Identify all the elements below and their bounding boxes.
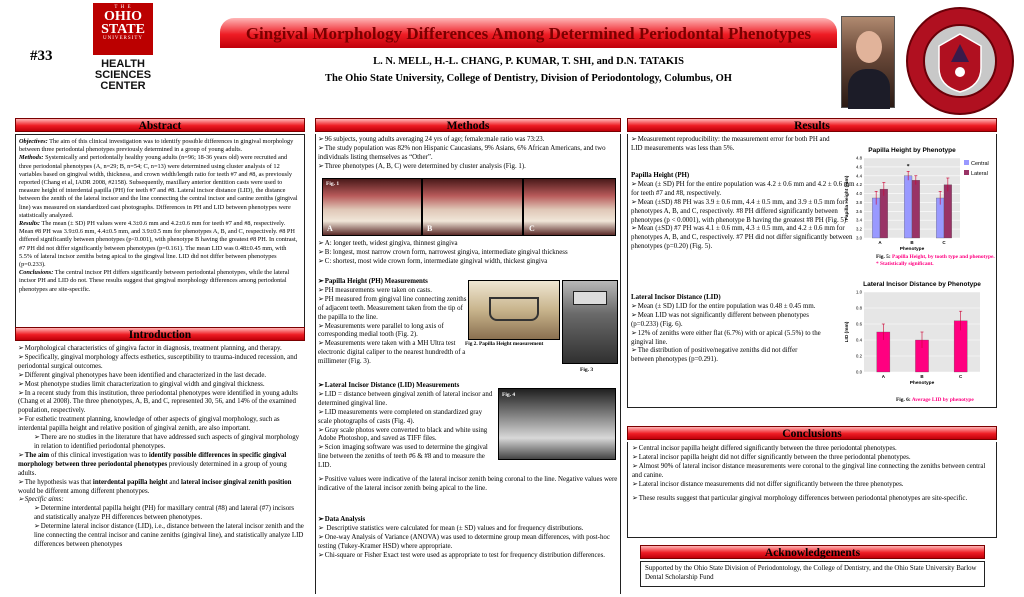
bar	[904, 176, 912, 238]
fig5-note: * Statistically significant.	[876, 260, 934, 267]
x-tick-label: A	[878, 240, 882, 245]
y-tick-label: 0.2	[856, 353, 862, 359]
ph-item: ➢ Measurements were taken with a MH Ultra test electronic digital caliper to the nearest hundredth of a millimeter (Fig. 3).	[318, 340, 468, 367]
acknowledgements-text: Supported by the Ohio State Division of Periodontology, the College of Dentistry, and the Ohio State University Barlow Dental Scholarship Fund	[645, 565, 977, 581]
intro-item: ➢ Morphological characteristics of gingiva factor in diagnosis, treatment planning, and therapy.	[18, 345, 304, 354]
chart-title: Lateral Incisor Distance by Phenotype	[863, 281, 981, 288]
results-ph-item: ➢ Mean (±SD) #8 PH was 3.9 ± 0.6 mm, 4.4 ± 0.5 mm, and 3.9 ± 0.5 mm for phenotypes A, B, and C, respectively. #8 PH differed significantly between phenotypes (p < 0.0001), with phenotype B having the greatest #8 PH (Fig. 5).	[631, 199, 863, 226]
papilla-height-chart	[840, 144, 996, 260]
phenotype-desc: ➢ C: shortest, most wide crown form, intermediate gingival width, thickest gingiva	[318, 258, 618, 267]
results-label: Results:	[19, 220, 40, 228]
legend-label: Lateral	[971, 171, 988, 177]
results-ph-item: ➢ Mean (± SD) PH for the entire population was 4.2 ± 0.6 mm and 4.2 ± 0.6 mm for teeth #7 and #8, respectively.	[631, 181, 863, 199]
legend-label: Central	[971, 161, 989, 167]
logo-sciences: SCIENCES	[94, 69, 152, 81]
fig1-photo	[322, 178, 616, 236]
y-tick-label: 4.8	[856, 155, 862, 161]
aim-bold: identify possible differences in specific gingival morphology between	[18, 451, 287, 468]
osu-logo	[93, 3, 153, 103]
conclusions-heading: Conclusions	[627, 426, 997, 440]
y-tick-label: 0.0	[856, 369, 862, 375]
affiliation: The Ohio State University, College of Dentistry, Division of Periodontology, Columbus, OH	[325, 73, 732, 84]
data-analysis-item: ➢ One-way Analysis of Variance (ANOVA) was used to determine group mean differences, with post-hoc testing (Tukey-Kramer HSD) where appropriate.	[318, 534, 618, 552]
bar	[880, 189, 888, 238]
reproducibility-item: ➢ Measurement reproducibility: the measurement error for both PH and LID measurements was less than 5%.	[631, 136, 841, 154]
author-photo	[841, 16, 895, 108]
methods-item: ➢ 96 subjects, young adults averaging 24 yrs of age; female:male ratio was 73:23.	[318, 136, 618, 145]
aim-bold2: three	[79, 460, 99, 468]
abstract-heading: Abstract	[15, 118, 305, 132]
bar	[944, 185, 952, 238]
ph-item: ➢ PH measured from gingival line connecting zeniths of adjacent teeth. Measurement taken from the tip of the papilla to the line.	[318, 296, 468, 323]
ph-heading: ➢ Papilla Height (PH) Measurements	[318, 278, 468, 287]
results-ph-heading: Papilla Height (PH)	[631, 172, 690, 179]
specific-aims-label: ➢ Specific aims:	[18, 496, 304, 505]
fig2-label: Fig 2. Papilla Height measurement	[465, 341, 544, 347]
legend-swatch	[964, 160, 969, 165]
conclusion-item: ➢ Central incisor papilla height differed significantly between the three periodontal phenotypes.	[632, 445, 992, 454]
y-tick-label: 3.4	[856, 217, 862, 223]
conclusions-text: The central incisor PH differs significantly between periodontal phenotypes, while the lateral incisor PH and LID do not. These results suggest that gingival morphology differences among periodontal phenotypes are site-specific.	[19, 269, 290, 293]
conclusion-item: ➢ Lateral incisor papilla height did not differ significantly between the three periodontal phenotypes.	[632, 454, 992, 463]
conclusions-label: Conclusions:	[19, 269, 54, 277]
poster-title: Gingival Morphology Differences Among Determined Periodontal Phenotypes	[245, 24, 812, 43]
y-tick-label: 4.2	[856, 182, 862, 188]
fig1-letter-b: B	[427, 224, 433, 233]
fig5-caption	[876, 254, 996, 267]
y-tick-label: 3.8	[856, 199, 862, 205]
methods-label: Methods:	[19, 154, 44, 162]
results-lid-heading: Lateral Incisor Distance (LID)	[631, 294, 721, 301]
methods-heading: Methods	[315, 118, 621, 132]
bar	[912, 180, 920, 238]
fig2-photo	[468, 280, 560, 340]
fig3-label: Fig. 3	[580, 367, 594, 373]
x-tick-label: A	[881, 374, 885, 379]
methods-text: Systemically and periodontally healthy young adults (n=96; 18-36 years old) were recruited and three periodontal phenotypes (A, n=29; B, n=54; C, n=13) were determined using cluster analysis of 12 variables based on gingival width, thickness, and crown width/length ratio for teeth #7 and #8, as previously reported (Chang et al, IADR 2008, #2158). Subsequently, maxillary anterior dentition casts were used to measure height of interdental papilla (PH) for teeth #7 and #8. Lateral incisor distance (LID), the distance between the zenith of the lateral incisor and the line connecting the central incisor and canine zeniths (gingival line) was measured on standardized cast photographs. Differences in PH and LID between phenotypes were statistically analyzed.	[19, 154, 298, 219]
objectives-label: Objectives:	[19, 138, 48, 145]
y-tick-label: 0.6	[856, 321, 862, 327]
logo-block	[93, 3, 153, 55]
phenotype-desc: ➢ B: longest, most narrow crown form, narrowest gingiva, intermediate gingival thickness	[318, 249, 618, 258]
lid-chart	[840, 278, 996, 396]
intro-item: ➢ In a recent study from this institution, three periodontal phenotypes were identified in young adults (Chang et al 2008). The three phenotypes, A, B, and C, represented 30, 56, and 14% of the examined population, respectively.	[18, 390, 304, 417]
significance-asterisk: *	[906, 164, 910, 171]
fig5-caption-pre: Fig. 5:	[876, 254, 893, 260]
y-tick-label: 1.0	[856, 289, 862, 295]
hyp-post: would be different among different phenotypes.	[18, 487, 150, 495]
poster-number: #33	[30, 48, 53, 64]
data-analysis-item: ➢ Descriptive statistics were calculated for mean (± SD) values and for frequency distributions.	[318, 525, 618, 534]
intro-item: ➢ Most phenotype studies limit characterization to gingival width and gingival thickness.	[18, 381, 304, 390]
acknowledgements-heading: Acknowledgements	[640, 545, 985, 559]
conclusion-item: ➢ These results suggest that particular gingival morphology differences between periodontal phenotypes are site-specific.	[632, 495, 992, 504]
y-tick-label: 4.0	[856, 191, 862, 197]
intro-item: ➢ For esthetic treatment planning, knowledge of other aspects of gingival morphology, such as interdental papilla height and relative position of gingival zenith, are also important.	[18, 416, 304, 434]
hyp-pre: The hypothesis was that	[24, 478, 93, 486]
x-tick-label: C	[942, 240, 946, 245]
results-box	[627, 134, 997, 408]
intro-aim	[18, 452, 304, 479]
methods-item: ➢ Three phenotypes (A, B, C) were determined by cluster analysis (Fig. 1).	[318, 163, 618, 172]
hyp-bold2: lateral incisor gingival zenith position	[181, 478, 292, 486]
fig4-label: Fig. 4	[502, 392, 516, 398]
logo-ohio: OHIO	[103, 9, 143, 24]
x-tick-label: C	[959, 374, 963, 379]
fig1-letter-a: A	[327, 224, 333, 233]
logo-university: UNIVERSITY	[103, 36, 143, 41]
y-tick-label: 3.0	[856, 235, 862, 241]
intro-hypothesis	[18, 479, 304, 497]
fig6-caption	[896, 396, 996, 405]
y-tick-label: 0.8	[856, 305, 862, 311]
fig3-photo	[562, 280, 618, 364]
results-text: The mean (± SD) PH values were 4.3±0.6 mm and 4.2±0.6 mm for teeth #7 and #8, respectively. Mean #8 PH was 3.9±0.6 mm, 4.4±0.5 mm, and 3.9±0.5 mm for phenotypes A, B, and C, respectively. #8 PH differed significantly between phenotypes (p<0.001), with phenotype B having the greatest #8 PH. In contrast, #7 PH did not differ significantly between phenotypes (p=0.161). The mean LID was 0.48±0.45 mm, with 5.5% of lateral incisor zeniths being apical to the gingival line. LID did not differ between phenotypes (p=0.233).	[19, 220, 298, 269]
fig1-label: Fig. 1	[326, 181, 340, 187]
x-axis-label: Phenotype	[899, 247, 925, 252]
y-tick-label: 0.4	[856, 337, 862, 343]
fig5-caption-text: Papilla Height, by tooth type and phenotype.	[892, 254, 995, 260]
aim-post: previously determined in a group of young adults.	[18, 460, 287, 477]
hyp-and: and	[167, 478, 181, 486]
results-lid-item: ➢ 12% of zeniths were either flat (6.7%) with or apical (5.5%) to the gingival line.	[631, 330, 821, 348]
conclusion-item: ➢ Almost 90% of lateral incisor distance measurements were coronal to the gingival line connecting the zeniths between central and canine.	[632, 463, 992, 481]
introduction-box	[15, 343, 307, 593]
conclusions-box	[627, 442, 997, 538]
fig6-caption-pre: Fig. 6:	[896, 397, 912, 403]
results-lid-item: ➢ The distribution of positive/negative zeniths did not differ between phenotypes (p=0.291).	[631, 347, 821, 365]
intro-sub-item: ➢ There are no studies in the literature that have addressed such aspects of gingival morphology in relation to identified periodontal phenotypes.	[18, 434, 304, 452]
y-tick-label: 4.4	[856, 173, 862, 179]
lid-item: ➢ LID = distance between gingival zenith of lateral incisor and determined gingival line.	[318, 391, 496, 409]
y-axis-label: LID (mm)	[845, 321, 850, 343]
legend-swatch	[964, 170, 969, 175]
hyp-bold1: interdental papilla height	[92, 478, 168, 486]
logo-center: CENTER	[100, 80, 146, 92]
fig1-letter-c: C	[529, 224, 535, 233]
objectives-text: The aim of this clinical investigation was to identify possible differences in gingival morphology between three periodontal phenotypes previously determined in a group of young adults.	[19, 138, 294, 154]
results-lid-item: ➢ Mean (± SD) LID for the entire population was 0.48 ± 0.45 mm.	[631, 303, 821, 312]
lid-heading: ➢ Lateral Incisor Distance (LID) Measurements	[318, 382, 496, 391]
specific-aim: ➢ Determine lateral incisor distance (LID), i.e., distance between the lateral incisor zenith and the line connecting the central incisor and canine zeniths (gingival line), and statistically analyze LID differences between phenotypes	[18, 523, 304, 550]
x-tick-label: B	[920, 374, 924, 379]
fig6-caption-text: Average LID by phenotype	[911, 397, 974, 403]
intro-item: ➢ Specifically, gingival morphology affects esthetics, susceptibility to trauma-induced recession, and periodontal surgical outcomes.	[18, 354, 304, 372]
fig4-photo	[498, 388, 616, 460]
lid-item: ➢ Positive values were indicative of the lateral incisor zenith being coronal to the line. Negative values were indicative of the lateral incisor zenith being apical to the line.	[318, 476, 618, 494]
ph-item: ➢ Measurements were parallel to long axis of corresponding medial tooth (Fig. 2).	[318, 323, 468, 341]
methods-item: ➢ The study population was 82% non Hispanic Caucasians, 9% Asians, 6% African Americans, and two individuals listing themselves as “Other”.	[318, 145, 618, 163]
ph-item: ➢ PH measurements were taken on casts.	[318, 287, 468, 296]
aim-pre: The aim	[24, 451, 50, 459]
dentistry-seal-icon	[905, 6, 1015, 116]
results-lid-item: ➢ Mean LID was not significantly different between phenotypes (p=0.233) (Fig. 6).	[631, 312, 821, 330]
aim-mid: of this clinical investigation was to	[49, 451, 149, 459]
y-tick-label: 3.2	[856, 226, 862, 232]
conclusion-item: ➢ Lateral incisor distance measurements did not differ significantly between the three phenotypes.	[632, 481, 992, 490]
logo-health: HEALTH	[101, 58, 145, 70]
lid-item: ➢ Scion imaging software was used to determine the gingival line between the zeniths of teeth #6 & #8 and to measure the LID.	[318, 444, 496, 471]
logo-the: T H E	[114, 5, 132, 10]
results-ph-item: ➢ Mean (±SD) #7 PH was 4.1 ± 0.6 mm, 4.3 ± 0.5 mm, and 4.2 ± 0.6 mm for phenotypes A, B, and C, respectively. #7 PH did not differ significantly between phenotypes (p=0.20) (Fig. 5).	[631, 225, 863, 252]
logo-state: STATE	[101, 22, 145, 37]
y-tick-label: 3.6	[856, 208, 862, 214]
phenotype-desc: ➢ A: longer teeth, widest gingiva, thinnest gingiva	[318, 240, 618, 249]
chart-title: Papilla Height by Phenotype	[868, 147, 956, 154]
intro-item: ➢ Different gingival phenotypes have been identified and characterized in the last decade.	[18, 372, 304, 381]
data-analysis-heading: ➢ Data Analysis	[318, 516, 618, 525]
x-axis-label: Phenotype	[909, 381, 935, 386]
y-axis-label: Papilla Height (mm)	[845, 175, 850, 221]
methods-box	[315, 134, 621, 594]
specific-aim: ➢ Determine interdental papilla height (PH) for maxillary central (#8) and lateral (#7) incisors and statistically analyze PH differences between phenotypes.	[18, 505, 304, 523]
data-analysis-item: ➢ Chi-square or Fisher Exact test were used as appropriate to test for frequency distribution differences.	[318, 552, 618, 561]
lid-item: ➢ LID measurements were completed on standardized gray scale photographs of casts (Fig. 4).	[318, 409, 496, 427]
x-tick-label: B	[910, 240, 914, 245]
results-heading: Results	[627, 118, 997, 132]
acknowledgements-box	[640, 561, 985, 587]
lid-item: ➢ Gray scale photos were converted to black and white using Adobe Photoshop, and saved as TIFF files.	[318, 427, 496, 445]
aim-bold3: periodontal phenotypes	[98, 460, 168, 468]
y-tick-label: 4.6	[856, 164, 862, 170]
introduction-heading: Introduction	[15, 327, 305, 341]
authors: L. N. MELL, H.-L. CHANG, P. KUMAR, T. SHI, and D.N. TATAKIS	[373, 56, 684, 67]
abstract-box	[15, 134, 305, 339]
